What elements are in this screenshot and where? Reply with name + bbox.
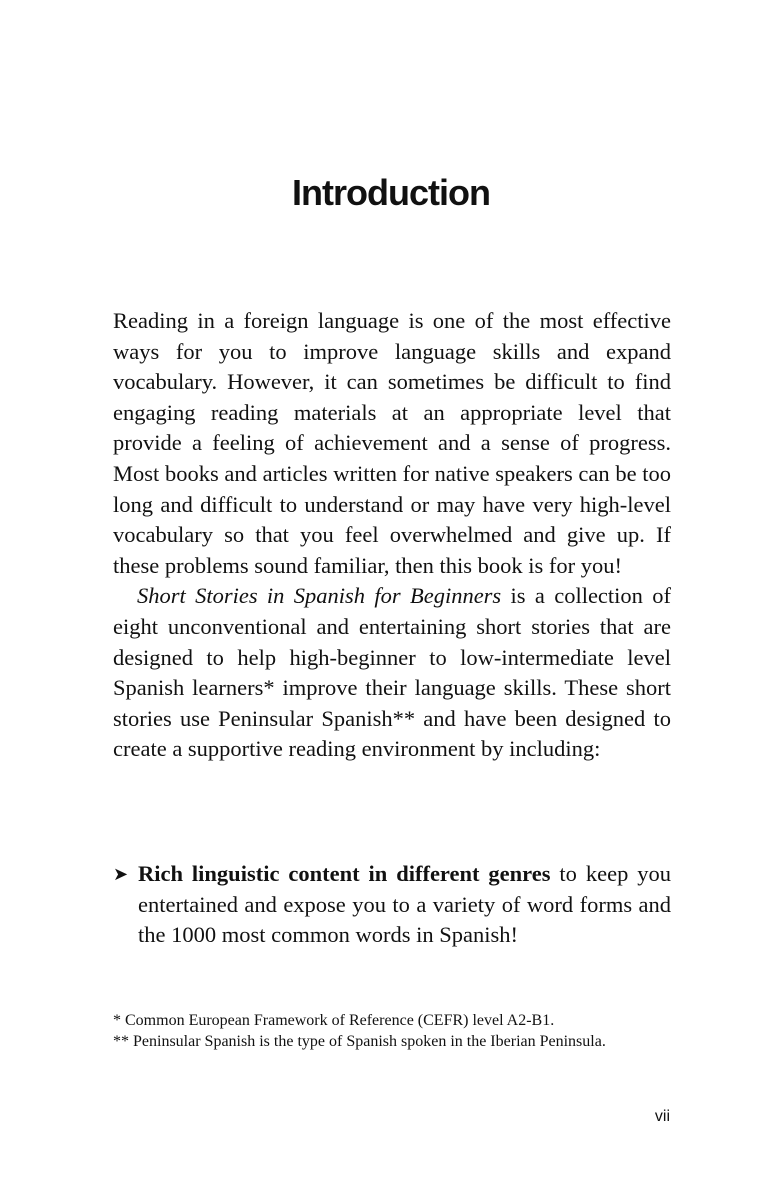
bullet-bold-text: Rich linguistic content in different genres <box>138 861 551 886</box>
book-title-italic: Short Stories in Spanish for Beginners <box>137 583 502 609</box>
bullet-text <box>138 859 671 951</box>
bullet-rest-text: to keep you entertained and expose you to a variety of word forms and the 1000 most common words in Spanish! <box>138 861 671 948</box>
page-title: Introduction <box>292 172 490 213</box>
paragraph-2-text: is a collection of eight unconventional and entertaining short stories that are designed to help high-beginner to low-intermediate level Spanish learners* improve their language skills. These short stories use Peninsular Spanish** and have been designed to create a supportive reading environment by including: <box>113 583 672 762</box>
bullet-item <box>113 859 671 951</box>
footnote-1: * Common European Framework of Reference (CEFR) level A2-B1. <box>113 1012 555 1029</box>
paragraph-2 <box>113 581 671 765</box>
footnote-2: ** Peninsular Spanish is the type of Spanish spoken in the Iberian Peninsula. <box>113 1033 606 1050</box>
arrow-bullet-icon: ➤ <box>113 864 129 884</box>
intro-body <box>113 306 671 765</box>
footnotes <box>113 1010 671 1052</box>
paragraph-1: Reading in a foreign language is one of the most effective ways for you to improve language skills and expand vocabulary. However, it can sometimes be difficult to find engaging reading materials at an appropriate level that provide a feeling of achievement and a sense of progress. Most books and articles written for native speakers can be too long and difficult to understand or may have very high-level vocabulary so that you feel overwhelmed and give up. If these problems sound familiar, then this book is for you! <box>113 308 671 578</box>
page-number: vii <box>654 1108 670 1125</box>
